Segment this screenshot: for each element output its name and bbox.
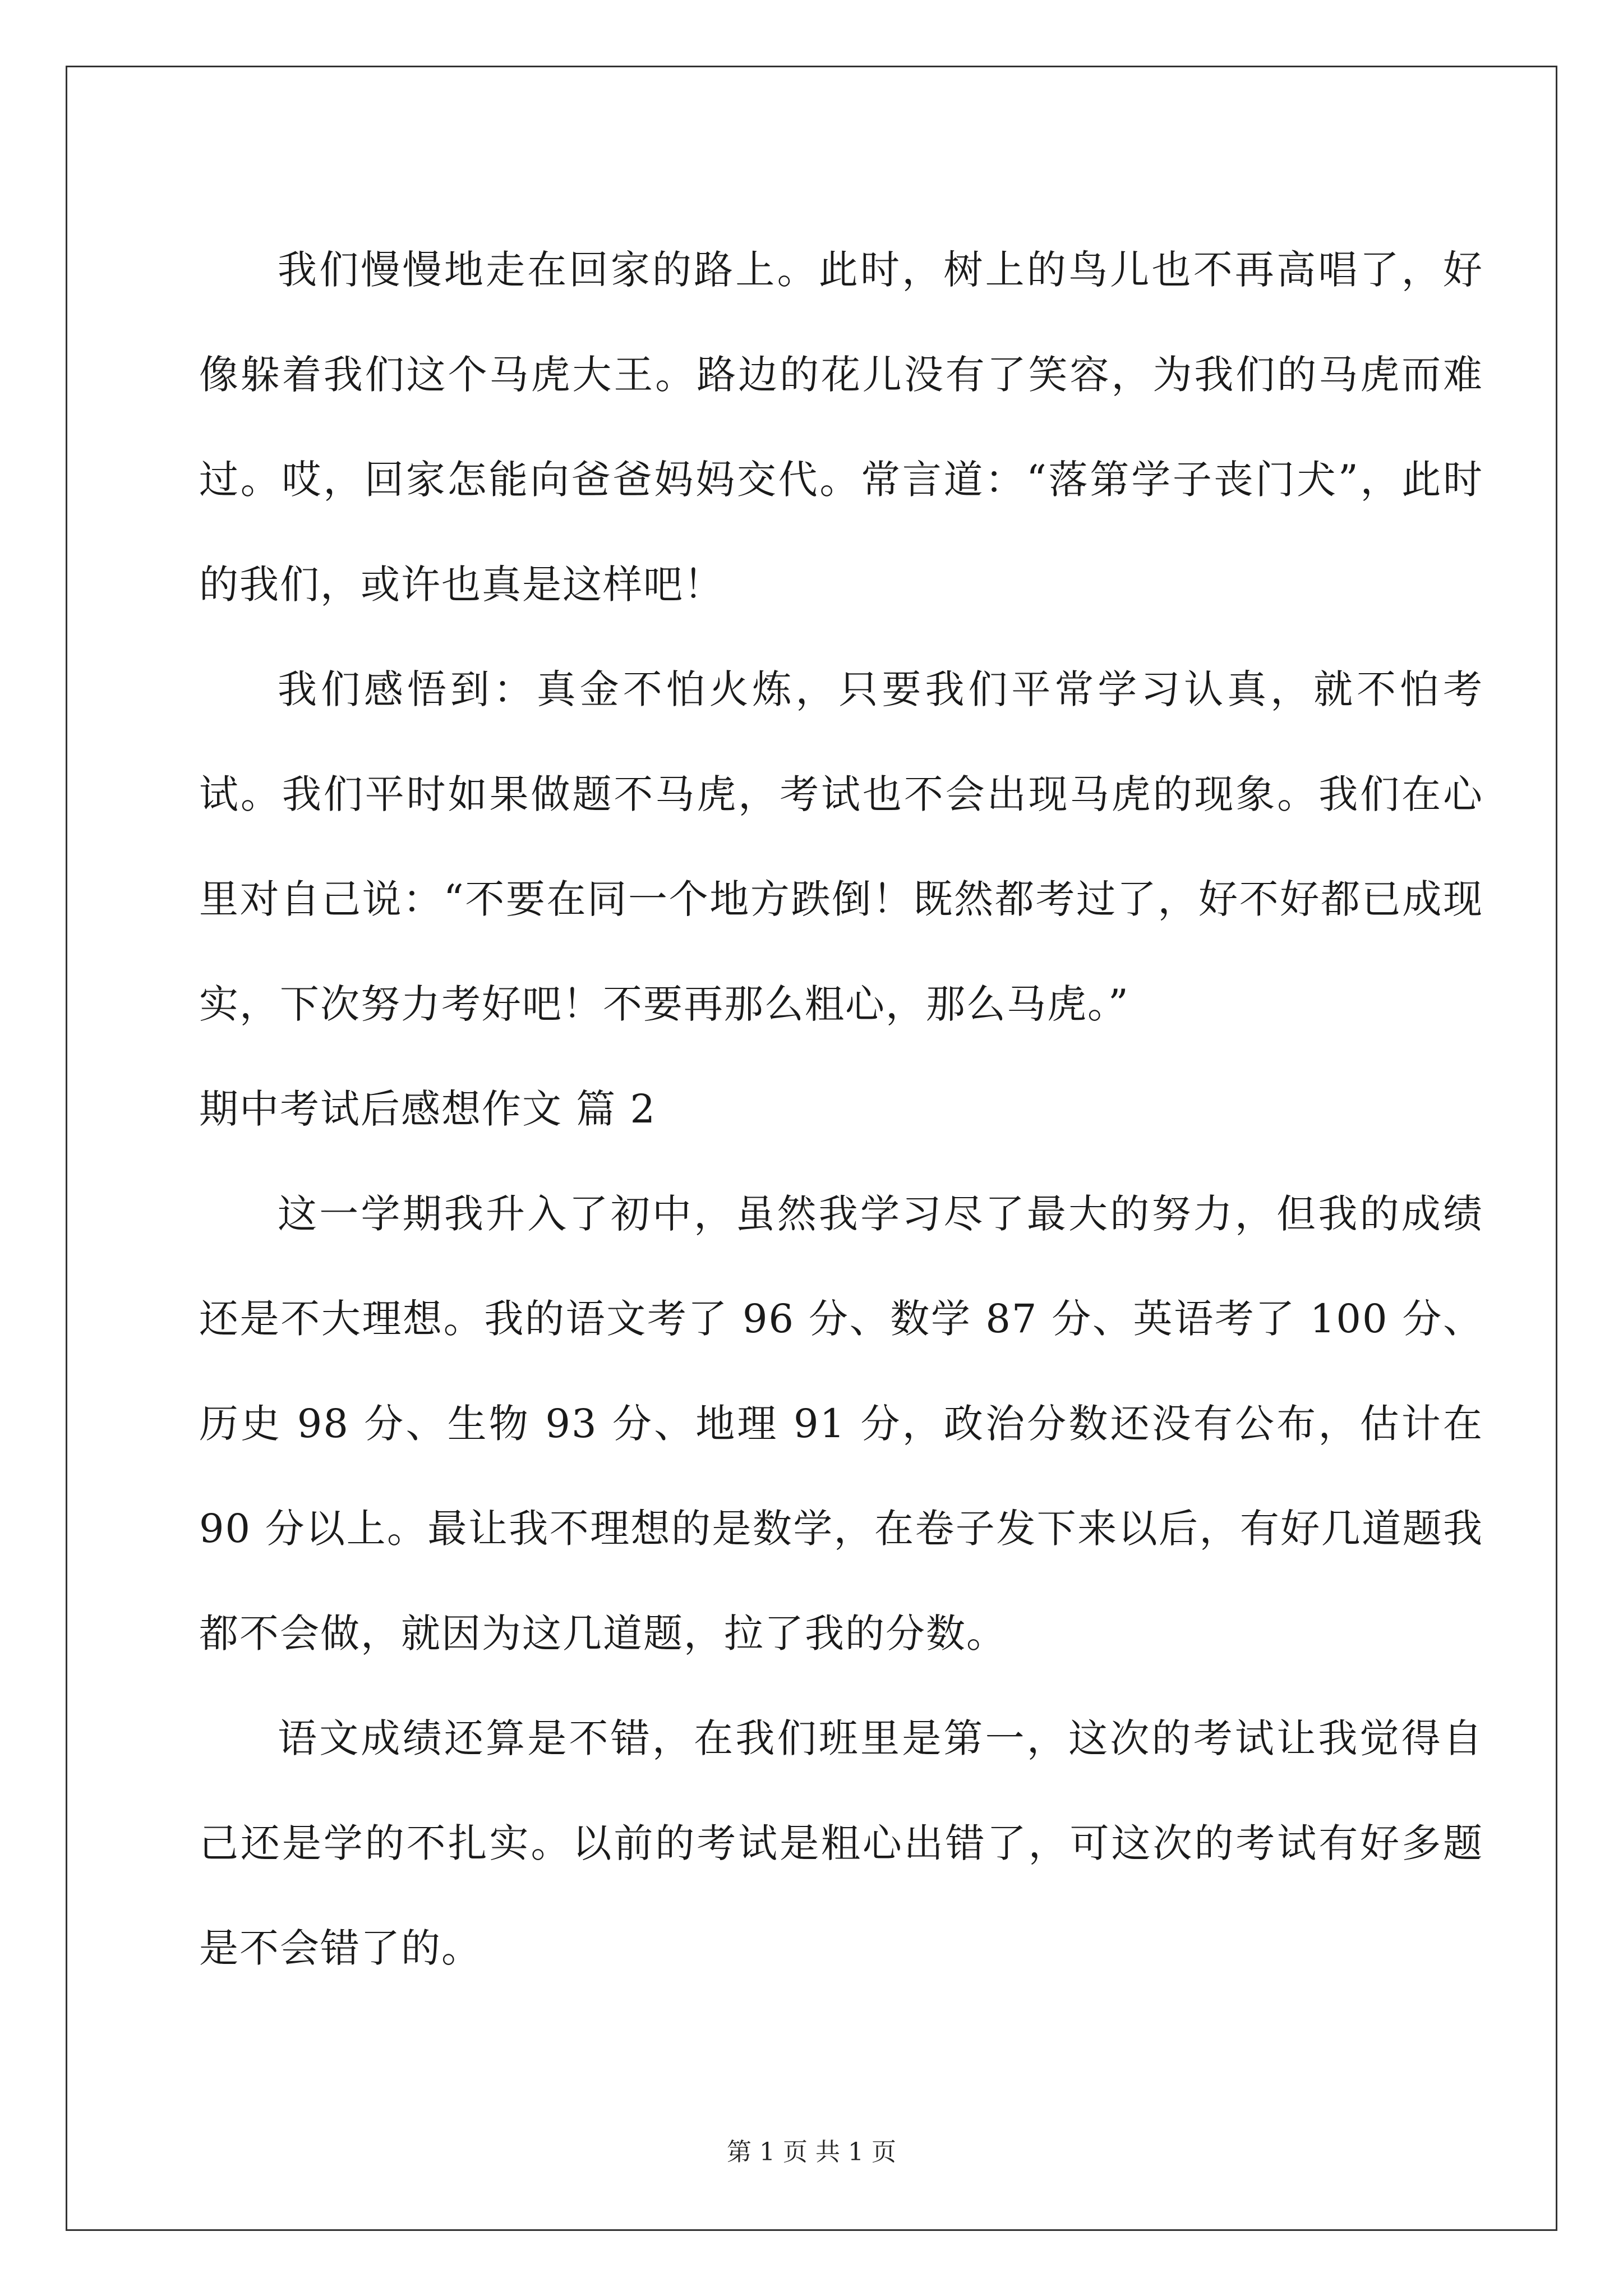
paragraph-2: 我们感悟到：真金不怕火炼，只要我们平常学习认真，就不怕考试。我们平时如果做题不马虎，考试也不会出现马虎的现象。我们在心里对自己说：“不要在同一个地方跌倒！既然都考过了，好不好都已成现实，下次努力考好吧！不要再那么粗心，那么马虎。” [199,666,1483,1027]
section-heading: 期中考试后感想作文 篇 2 [199,1086,657,1132]
page-footer: 第 1 页 共 1 页 [727,2138,896,2166]
paragraph-3: 这一学期我升入了初中，虽然我学习尽了最大的努力，但我的成绩还是不大理想。我的语文考了 96 分、数学 87 分、英语考了 100 分、历史 98 分、生物 93 分、地理 91 分，政治分数还没有公布，估计在 90 分以上。最让我不理想的是数学，在卷子发下来以后，有好几道题我都不会做，就因为这几道题，拉了我的分数。 [199,1191,1483,1657]
paragraph-4: 语文成绩还算是不错，在我们班里是第一，这次的考试让我觉得自己还是学的不扎实。以前的考试是粗心出错了，可这次的考试有好多题是不会错了的。 [199,1715,1483,1971]
document-body [199,218,1483,2001]
paragraph-1: 我们慢慢地走在回家的路上。此时，树上的鸟儿也不再高唱了，好像躲着我们这个马虎大王。路边的花儿没有了笑容，为我们的马虎而难过。哎，回家怎能向爸爸妈妈交代。常言道：“落第学子丧门犬”，此时的我们，或许也真是这样吧！ [199,247,1483,608]
